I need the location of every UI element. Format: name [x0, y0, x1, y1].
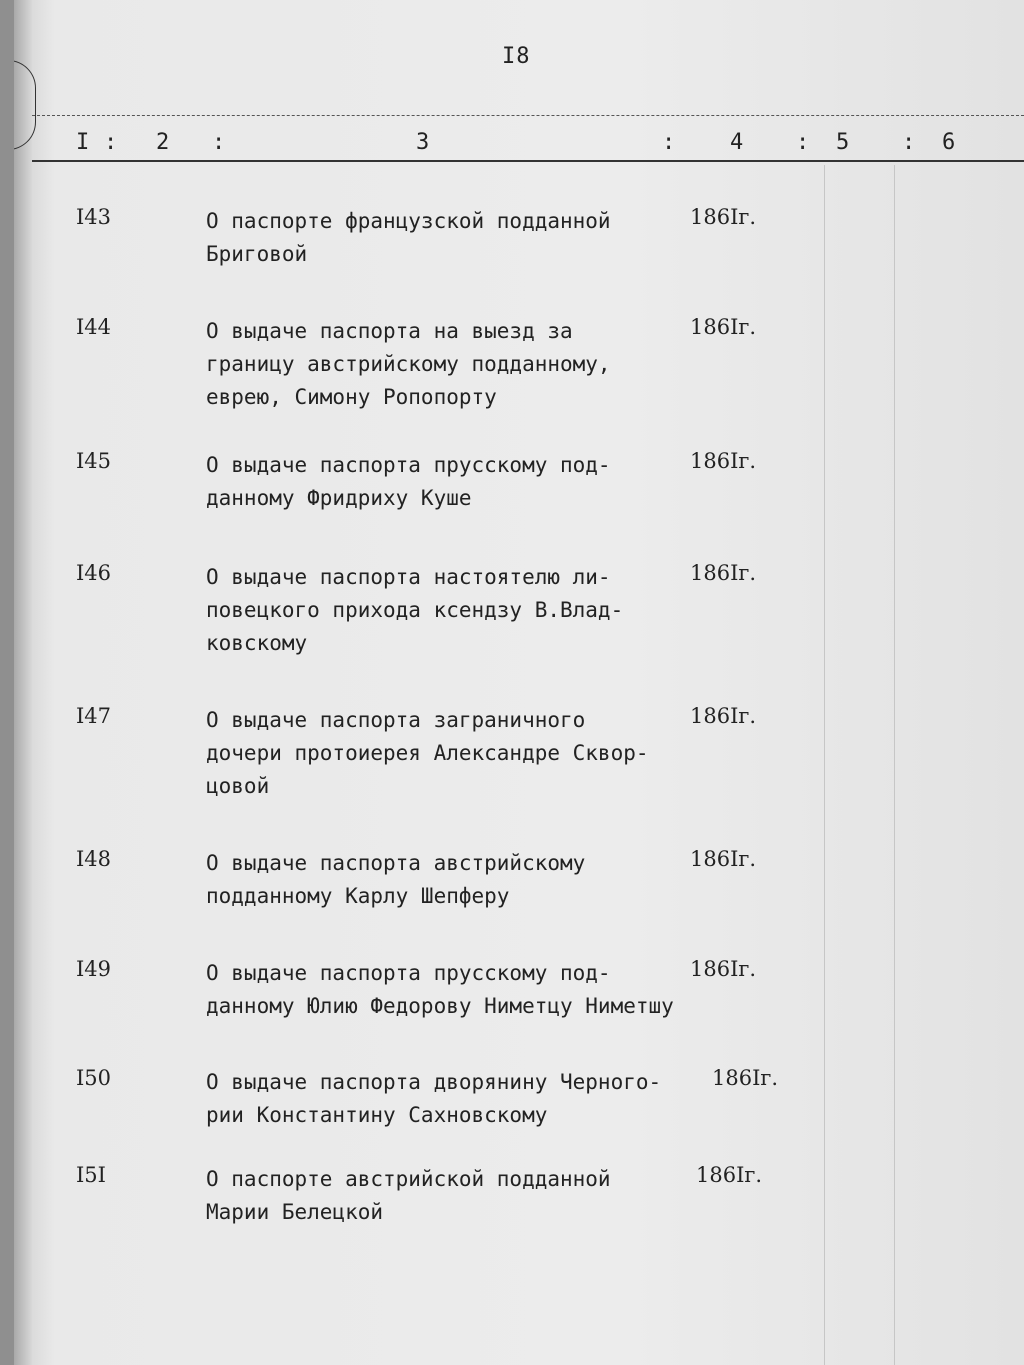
- entry-title: О паспорте австрийской подданной Марии Белецкой: [206, 1167, 611, 1224]
- entry-year: 186Iг.: [712, 1066, 779, 1090]
- column-separator-5: :: [902, 130, 916, 155]
- entry-number: I5I: [76, 1163, 106, 1187]
- column-header-4: 4: [730, 130, 744, 155]
- page-number: I8: [502, 44, 531, 69]
- entry-number: I49: [76, 957, 112, 981]
- entry-year: 186Iг.: [690, 315, 757, 339]
- entry-number: I48: [76, 847, 112, 871]
- entry-year: 186Iг.: [690, 205, 757, 229]
- column-header-2: 2: [156, 130, 170, 155]
- document-page: [14, 0, 1024, 1365]
- entry-year: 186Iг.: [690, 561, 757, 585]
- column-rule: [824, 165, 825, 1365]
- column-header-3: 3: [416, 130, 430, 155]
- entry-title: О паспорте французской подданной Бриговой: [206, 209, 611, 266]
- entry-number: I44: [76, 315, 112, 339]
- column-separator-3: :: [662, 130, 676, 155]
- entry-title: О выдаче паспорта настоятелю ли- повецкого прихода ксендзу В.Влад- ковскому: [206, 565, 624, 655]
- entry-title: О выдаче паспорта дворянину Черного- рии Константину Сахновскому: [206, 1070, 662, 1127]
- entry-year: 186Iг.: [690, 704, 757, 728]
- column-separator-2: :: [212, 130, 226, 155]
- entry-number: I45: [76, 449, 112, 473]
- entry-title: О выдаче паспорта прусскому под- данному Юлию Федорову Ниметцу Ниметшу: [206, 961, 674, 1018]
- entry-year: 186Iг.: [690, 847, 757, 871]
- margin-tab: [14, 60, 36, 150]
- entry-number: I50: [76, 1066, 112, 1090]
- entry-number: I43: [76, 205, 112, 229]
- entry-title: О выдаче паспорта на выезд за границу австрийскому подданному, еврею, Симону Ропопорту: [206, 319, 611, 409]
- column-separator-1: :: [104, 130, 118, 155]
- entry-year: 186Iг.: [690, 449, 757, 473]
- column-header-5: 5: [836, 130, 850, 155]
- column-rule: [894, 165, 895, 1365]
- column-separator-4: :: [796, 130, 810, 155]
- entry-year: 186Iг.: [696, 1163, 763, 1187]
- column-header-1: I: [76, 130, 90, 155]
- entry-title: О выдаче паспорта заграничного дочери протоиерея Александре Сквор- цовой: [206, 708, 649, 798]
- binding-edge: [14, 0, 32, 1365]
- header-top-rule: [32, 115, 1024, 117]
- header-bottom-rule: [32, 160, 1024, 162]
- entry-number: I47: [76, 704, 112, 728]
- column-header-6: 6: [942, 130, 956, 155]
- entry-title: О выдаче паспорта прусскому под- данному Фридриху Куше: [206, 453, 611, 510]
- entry-number: I46: [76, 561, 112, 585]
- entry-title: О выдаче паспорта австрийскому подданному Карлу Шепферу: [206, 851, 586, 908]
- entry-year: 186Iг.: [690, 957, 757, 981]
